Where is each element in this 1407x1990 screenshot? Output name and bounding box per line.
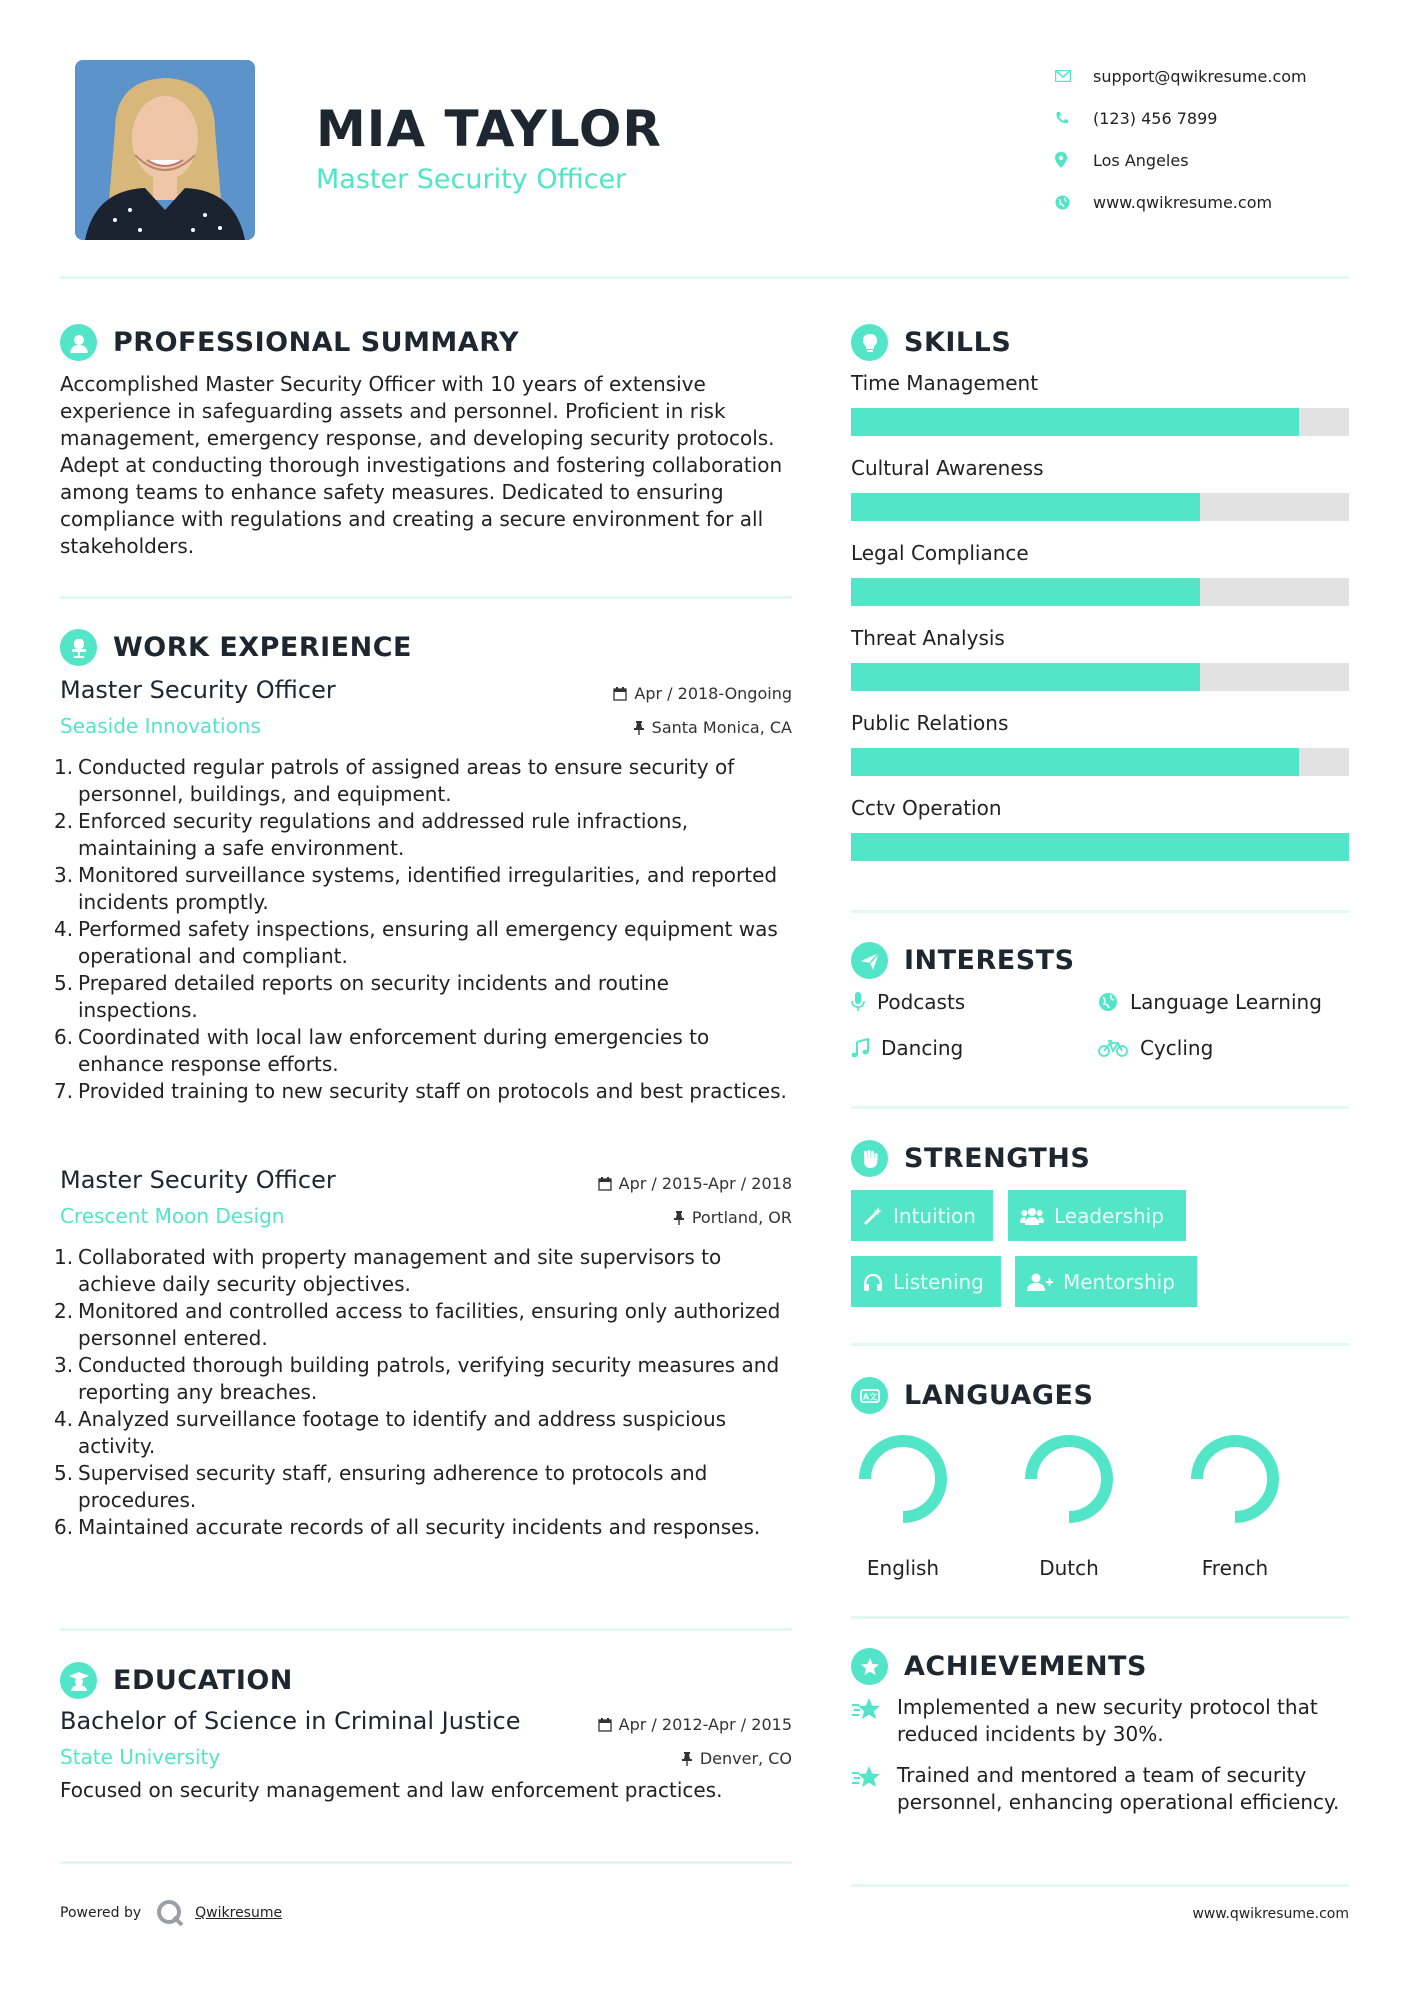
language-ring	[1186, 1430, 1284, 1528]
job-company: Crescent Moon Design	[60, 1204, 285, 1228]
summary-text: Accomplished Master Security Officer with 10 years of extensive experience in safeguarding assets and personnel. Proficient in risk management, emergency response, and developing security protocols. Adept at conducting thorough investigations and fostering collaboration among teams to enhance safety measures. Dedicated to ensuring compliance with regulations and creating a secure environment for all stakeholders.	[60, 372, 783, 558]
interest-cycling	[1098, 1036, 1213, 1060]
contact-location	[1055, 139, 1355, 181]
interest-label: Language Learning	[1130, 990, 1322, 1014]
summary-title: PROFESSIONAL SUMMARY	[113, 327, 520, 358]
strength-label: Leadership	[1054, 1203, 1164, 1228]
job-location-text: Portland, OR	[691, 1208, 792, 1227]
list-item: 6. Maintained accurate records of all security incidents and responses.	[54, 1515, 761, 1539]
education-dates-text: Apr / 2012-Apr / 2015	[618, 1715, 792, 1734]
qwikresume-logo-icon	[155, 1898, 185, 1928]
job-dates-text: Apr / 2015-Apr / 2018	[618, 1174, 792, 1193]
profile-photo	[75, 60, 255, 240]
job-title: Master Security Officer	[60, 1166, 336, 1194]
music-note-icon	[851, 1038, 869, 1058]
user-plus-icon	[1027, 1273, 1053, 1291]
chair-icon	[60, 629, 97, 666]
interest-label: Cycling	[1140, 1036, 1214, 1060]
job-entry-2	[54, 1166, 792, 1541]
summary-divider	[60, 596, 792, 599]
skill-bar-fill	[851, 578, 1200, 606]
language-ring	[854, 1430, 952, 1528]
achievement-text: Implemented a new security protocol that reduced incidents by 30%.	[897, 1695, 1318, 1746]
skill-bar-fill	[851, 748, 1299, 776]
strength-label: Listening	[893, 1269, 984, 1294]
interest-label: Podcasts	[877, 990, 966, 1014]
language-name: English	[866, 1556, 940, 1580]
strengths-heading	[851, 1140, 1090, 1177]
contact-email-text: support@qwikresume.com	[1093, 66, 1307, 86]
skill-bar	[851, 578, 1349, 606]
users-icon	[1020, 1207, 1044, 1225]
list-item: 4. Performed safety inspections, ensuring all emergency equipment was operational and compliant.	[54, 917, 778, 968]
skills-list	[851, 370, 1349, 880]
skill-item	[851, 455, 1349, 540]
work-title: WORK EXPERIENCE	[113, 632, 412, 663]
star-icon	[851, 1694, 897, 1748]
interests-heading	[851, 942, 1075, 979]
paper-plane-icon	[851, 942, 888, 979]
calendar-icon	[613, 687, 627, 701]
qwikresume-link[interactable]: Qwikresume	[195, 1905, 283, 1921]
headphones-icon	[863, 1273, 883, 1291]
achievement-text: Trained and mentored a team of security personnel, enhancing operational efficiency.	[897, 1763, 1340, 1814]
job-location	[633, 718, 792, 737]
skill-bar	[851, 833, 1349, 861]
pushpin-icon	[633, 721, 645, 735]
list-item: 5. Supervised security staff, ensuring adherence to protocols and procedures.	[54, 1461, 708, 1512]
interests-divider	[851, 1106, 1349, 1109]
skill-item	[851, 370, 1349, 455]
globe-icon	[1098, 992, 1118, 1012]
skill-name: Public Relations	[851, 711, 1009, 735]
header-divider	[60, 276, 1349, 279]
education-divider	[60, 1861, 792, 1864]
powered-by-text: Powered by	[60, 1905, 142, 1921]
summary-heading	[60, 324, 519, 361]
strength-label: Intuition	[893, 1203, 976, 1228]
contact-website[interactable]	[1055, 181, 1355, 223]
star-icon	[851, 1762, 897, 1816]
education-location-text: Denver, CO	[699, 1749, 792, 1768]
job-duties	[54, 1244, 792, 1541]
phone-icon	[1055, 111, 1093, 125]
list-item: 5. Prepared detailed reports on security incidents and routine inspections.	[54, 971, 669, 1022]
interest-dancing	[851, 1036, 963, 1060]
job-dates	[613, 684, 792, 703]
strength-mentorship	[1015, 1256, 1197, 1307]
list-item: 4. Analyzed surveillance footage to identify and address suspicious activity.	[54, 1407, 727, 1458]
interest-podcasts	[851, 990, 965, 1014]
contact-list	[1055, 55, 1355, 223]
language-dutch	[1009, 1430, 1129, 1580]
user-icon	[60, 324, 97, 361]
footer-powered-by	[60, 1898, 282, 1928]
work-heading	[60, 629, 412, 666]
strength-intuition	[851, 1190, 993, 1241]
skill-item	[851, 710, 1349, 795]
job-location-text: Santa Monica, CA	[651, 718, 792, 737]
strengths-title: STRENGTHS	[904, 1143, 1091, 1174]
job-dates-text: Apr / 2018-Ongoing	[634, 684, 792, 703]
skills-heading	[851, 324, 1011, 361]
education-school: State University	[60, 1745, 221, 1769]
achievements-title: ACHIEVEMENTS	[904, 1651, 1147, 1682]
globe-icon	[1055, 195, 1093, 210]
candidate-role: Master Security Officer	[316, 164, 627, 195]
languages-heading	[851, 1377, 1093, 1414]
list-item: 2. Enforced security regulations and addressed rule infractions, maintaining a safe environment.	[54, 809, 689, 860]
skills-title: SKILLS	[904, 327, 1012, 358]
language-name: French	[1201, 1556, 1269, 1580]
job-title: Master Security Officer	[60, 676, 336, 704]
education-heading	[60, 1662, 293, 1699]
map-pin-icon	[1055, 152, 1093, 168]
footer-url[interactable]: www.qwikresume.com	[1192, 1906, 1349, 1922]
bicycle-icon	[1098, 1039, 1128, 1057]
svg-text:A文: A文	[862, 1392, 877, 1401]
achievements-divider	[851, 1884, 1349, 1887]
microphone-icon	[851, 992, 865, 1012]
skill-name: Threat Analysis	[851, 626, 1005, 650]
education-degree: Bachelor of Science in Criminal Justice	[60, 1707, 521, 1735]
list-item: 1. Collaborated with property management and site supervisors to achieve daily security objectives.	[54, 1245, 722, 1296]
strength-leadership	[1008, 1190, 1186, 1241]
list-item: 7. Provided training to new security staff on protocols and best practices.	[54, 1079, 787, 1103]
magic-wand-icon	[863, 1206, 883, 1226]
skill-bar	[851, 663, 1349, 691]
interest-language-learning	[1098, 990, 1322, 1014]
achievements-heading	[851, 1648, 1147, 1685]
languages-divider	[851, 1616, 1349, 1619]
interests-title: INTERESTS	[904, 945, 1075, 976]
list-item: 1. Conducted regular patrols of assigned areas to ensure security of personnel, buildings, and equipment.	[54, 755, 735, 806]
list-item: 6. Coordinated with local law enforcement during emergencies to enhance response efforts.	[54, 1025, 710, 1076]
language-french	[1175, 1430, 1295, 1580]
strength-listening	[851, 1256, 1001, 1307]
job-entry-1	[54, 676, 792, 1105]
job-location	[673, 1208, 792, 1227]
graduate-icon	[60, 1662, 97, 1699]
contact-phone[interactable]	[1055, 97, 1355, 139]
education-location	[681, 1749, 792, 1768]
skill-name: Time Management	[851, 371, 1039, 395]
job-dates	[598, 1174, 792, 1193]
interest-label: Dancing	[881, 1036, 964, 1060]
skill-bar-fill	[851, 493, 1200, 521]
list-item: 3. Conducted thorough building patrols, verifying security measures and reporting any breaches.	[54, 1353, 780, 1404]
languages-title: LANGUAGES	[904, 1380, 1094, 1411]
skill-bar	[851, 408, 1349, 436]
work-divider	[60, 1628, 792, 1631]
skill-item	[851, 795, 1349, 880]
skill-bar-fill	[851, 833, 1349, 861]
education-title: EDUCATION	[113, 1665, 293, 1696]
skill-name: Cultural Awareness	[851, 456, 1044, 480]
contact-location-text: Los Angeles	[1093, 150, 1189, 170]
achievement-item	[851, 1762, 1351, 1816]
education-dates	[598, 1715, 792, 1734]
fist-icon	[851, 1140, 888, 1177]
skills-divider	[851, 910, 1349, 913]
contact-website-text: www.qwikresume.com	[1093, 192, 1273, 212]
skill-name: Legal Compliance	[851, 541, 1029, 565]
skill-bar-fill	[851, 663, 1200, 691]
skill-bar	[851, 493, 1349, 521]
candidate-name: MIA TAYLOR	[316, 100, 662, 158]
language-ring	[1020, 1430, 1118, 1528]
achievement-item	[851, 1694, 1351, 1748]
skill-item	[851, 625, 1349, 710]
lightbulb-icon	[851, 324, 888, 361]
calendar-icon	[598, 1177, 612, 1191]
skill-bar	[851, 748, 1349, 776]
list-item: 2. Monitored and controlled access to facilities, ensuring only authorized personnel entered.	[54, 1299, 781, 1350]
pushpin-icon	[673, 1211, 685, 1225]
contact-email[interactable]	[1055, 55, 1355, 97]
language-name: Dutch	[1039, 1556, 1099, 1580]
education-entry	[60, 1707, 792, 1804]
skill-name: Cctv Operation	[851, 796, 1002, 820]
language-english	[843, 1430, 963, 1580]
job-company: Seaside Innovations	[60, 714, 261, 738]
envelope-icon	[1055, 70, 1093, 82]
skill-item	[851, 540, 1349, 625]
pushpin-icon	[681, 1752, 693, 1766]
translate-icon	[851, 1377, 888, 1414]
list-item: 3. Monitored surveillance systems, identified irregularities, and reported incidents promptly.	[54, 863, 778, 914]
skill-bar-fill	[851, 408, 1299, 436]
calendar-icon	[598, 1718, 612, 1732]
education-description: Focused on security management and law enforcement practices.	[60, 1778, 723, 1802]
contact-phone-text: (123) 456 7899	[1093, 108, 1218, 128]
strengths-divider	[851, 1343, 1349, 1346]
strength-label: Mentorship	[1063, 1269, 1175, 1294]
star-badge-icon	[851, 1648, 888, 1685]
job-duties	[54, 754, 792, 1105]
